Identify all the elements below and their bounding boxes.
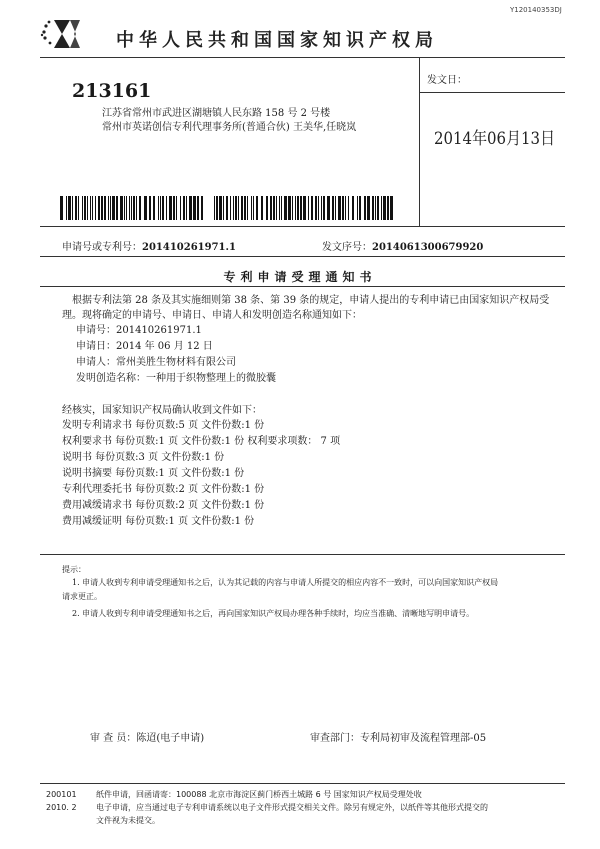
tip-2: 2. 申请人收到专利申请受理通知书之后，再向国家知识产权局办理各种手续时，均应当准确、清晰地写明申请号。 [72, 609, 475, 618]
detail-application-number [76, 323, 202, 338]
application-number: 201410261971.1 [142, 242, 236, 253]
barcode-right [214, 196, 394, 220]
file-item: 费用减缓证明 每份页数:1 页 文件份数:1 份 [62, 516, 255, 527]
detail-applicant [76, 355, 236, 370]
tips-divider [40, 554, 565, 555]
examining-department [310, 731, 486, 746]
agency-line: 常州市英诺创信专利代理事务所(普通合伙) 王美华,任晓岚 [102, 122, 357, 133]
examiner [90, 731, 204, 746]
date-label-underline [419, 92, 565, 93]
detail-application-date [76, 339, 213, 354]
title-underline [40, 286, 565, 287]
application-number-label: 申请号或专利号： [62, 242, 142, 253]
application-number-row [62, 238, 236, 253]
file-item: 发明专利请求书 每份页数:5 页 文件份数:1 份 [62, 420, 265, 431]
address-block-divider [40, 226, 565, 227]
department-label: 审查部门： [310, 733, 360, 744]
serial-number-row [322, 238, 483, 253]
file-item: 说明书摘要 每份页数:1 页 文件份数:1 份 [62, 468, 245, 479]
verified-intro: 经核实，国家知识产权局确认收到文件如下： [62, 405, 262, 416]
sipo-logo-icon [40, 16, 82, 52]
footer-electronic-filing-note: 电子申请，应当通过电子专利申请系统以电子文件形式提交相关文件。除另有规定外，以纸件等其他形式提交的 [96, 803, 488, 812]
footer-code-1: 200101 [46, 790, 77, 799]
office-name: 中华人民共和国国家知识产权局 [116, 30, 438, 51]
document-code: Y120140353DJ [510, 6, 562, 14]
detail-label: 申请日： [76, 341, 116, 352]
address-line: 江苏省常州市武进区湖塘镇人民东路 158 号 2 号楼 [102, 108, 331, 119]
notice-title: 专利申请受理通知书 [223, 270, 377, 284]
file-item: 费用减缓请求书 每份页数:2 页 文件份数:1 份 [62, 500, 265, 511]
footer-divider [40, 783, 565, 784]
date-box-divider [419, 58, 420, 226]
tips-label: 提示： [62, 565, 86, 574]
intro-paragraph: 根据专利法第 28 条及其实施细则第 38 条、第 39 条的规定，申请人提出的专利申请已由国家知识产权局受理。现将确定的申请号、申请日、申请人和发明创造名称通知如下： [62, 295, 550, 321]
detail-value: 201410261971.1 [116, 325, 202, 336]
tip-1: 1. 申请人收到专利申请受理通知书之后，认为其记载的内容与申请人所提交的相应内容不一致时，可以向国家知识产权局 [72, 578, 499, 587]
detail-label: 发明创造名称： [76, 373, 146, 384]
header-divider [40, 57, 565, 58]
ids-divider [40, 256, 565, 257]
department-name: 专利局初审及流程管理部-05 [360, 733, 487, 744]
detail-invention-title [76, 371, 276, 386]
dispatch-date: 2014年06月13日 [434, 129, 556, 149]
tip-1-continued: 请求更正。 [62, 592, 102, 601]
file-item: 权利要求书 每份页数:1 页 文件份数:1 份 权利要求项数： 7 项 [62, 436, 341, 447]
detail-label: 申请人： [76, 357, 116, 368]
dispatch-date-label: 发文日： [427, 75, 467, 86]
file-item: 专利代理委托书 每份页数:2 页 文件份数:1 份 [62, 484, 265, 495]
footer-paper-filing-note: 纸件申请，回函请寄：100088 北京市海淀区蓟门桥西土城路 6 号 国家知识产权局受理处收 [96, 790, 422, 799]
detail-value: 2014 年 06 月 12 日 [116, 341, 213, 352]
serial-number: 2014061300679920 [372, 242, 484, 253]
barcode-left [60, 196, 203, 220]
detail-value: 一种用于织物整理上的微胶囊 [146, 373, 276, 384]
footer-electronic-filing-note-continued: 文件视为未提交。 [96, 816, 160, 825]
examiner-name: 陈迢(电子申请) [136, 733, 205, 744]
postal-code: 213161 [72, 80, 152, 102]
examiner-label: 审 查 员： [90, 733, 137, 744]
footer-code-2: 2010. 2 [46, 803, 77, 812]
file-item: 说明书 每份页数:3 页 文件份数:1 份 [62, 452, 225, 463]
serial-number-label: 发文序号： [322, 242, 372, 253]
detail-value: 常州美胜生物材料有限公司 [116, 357, 236, 368]
detail-label: 申请号： [76, 325, 116, 336]
